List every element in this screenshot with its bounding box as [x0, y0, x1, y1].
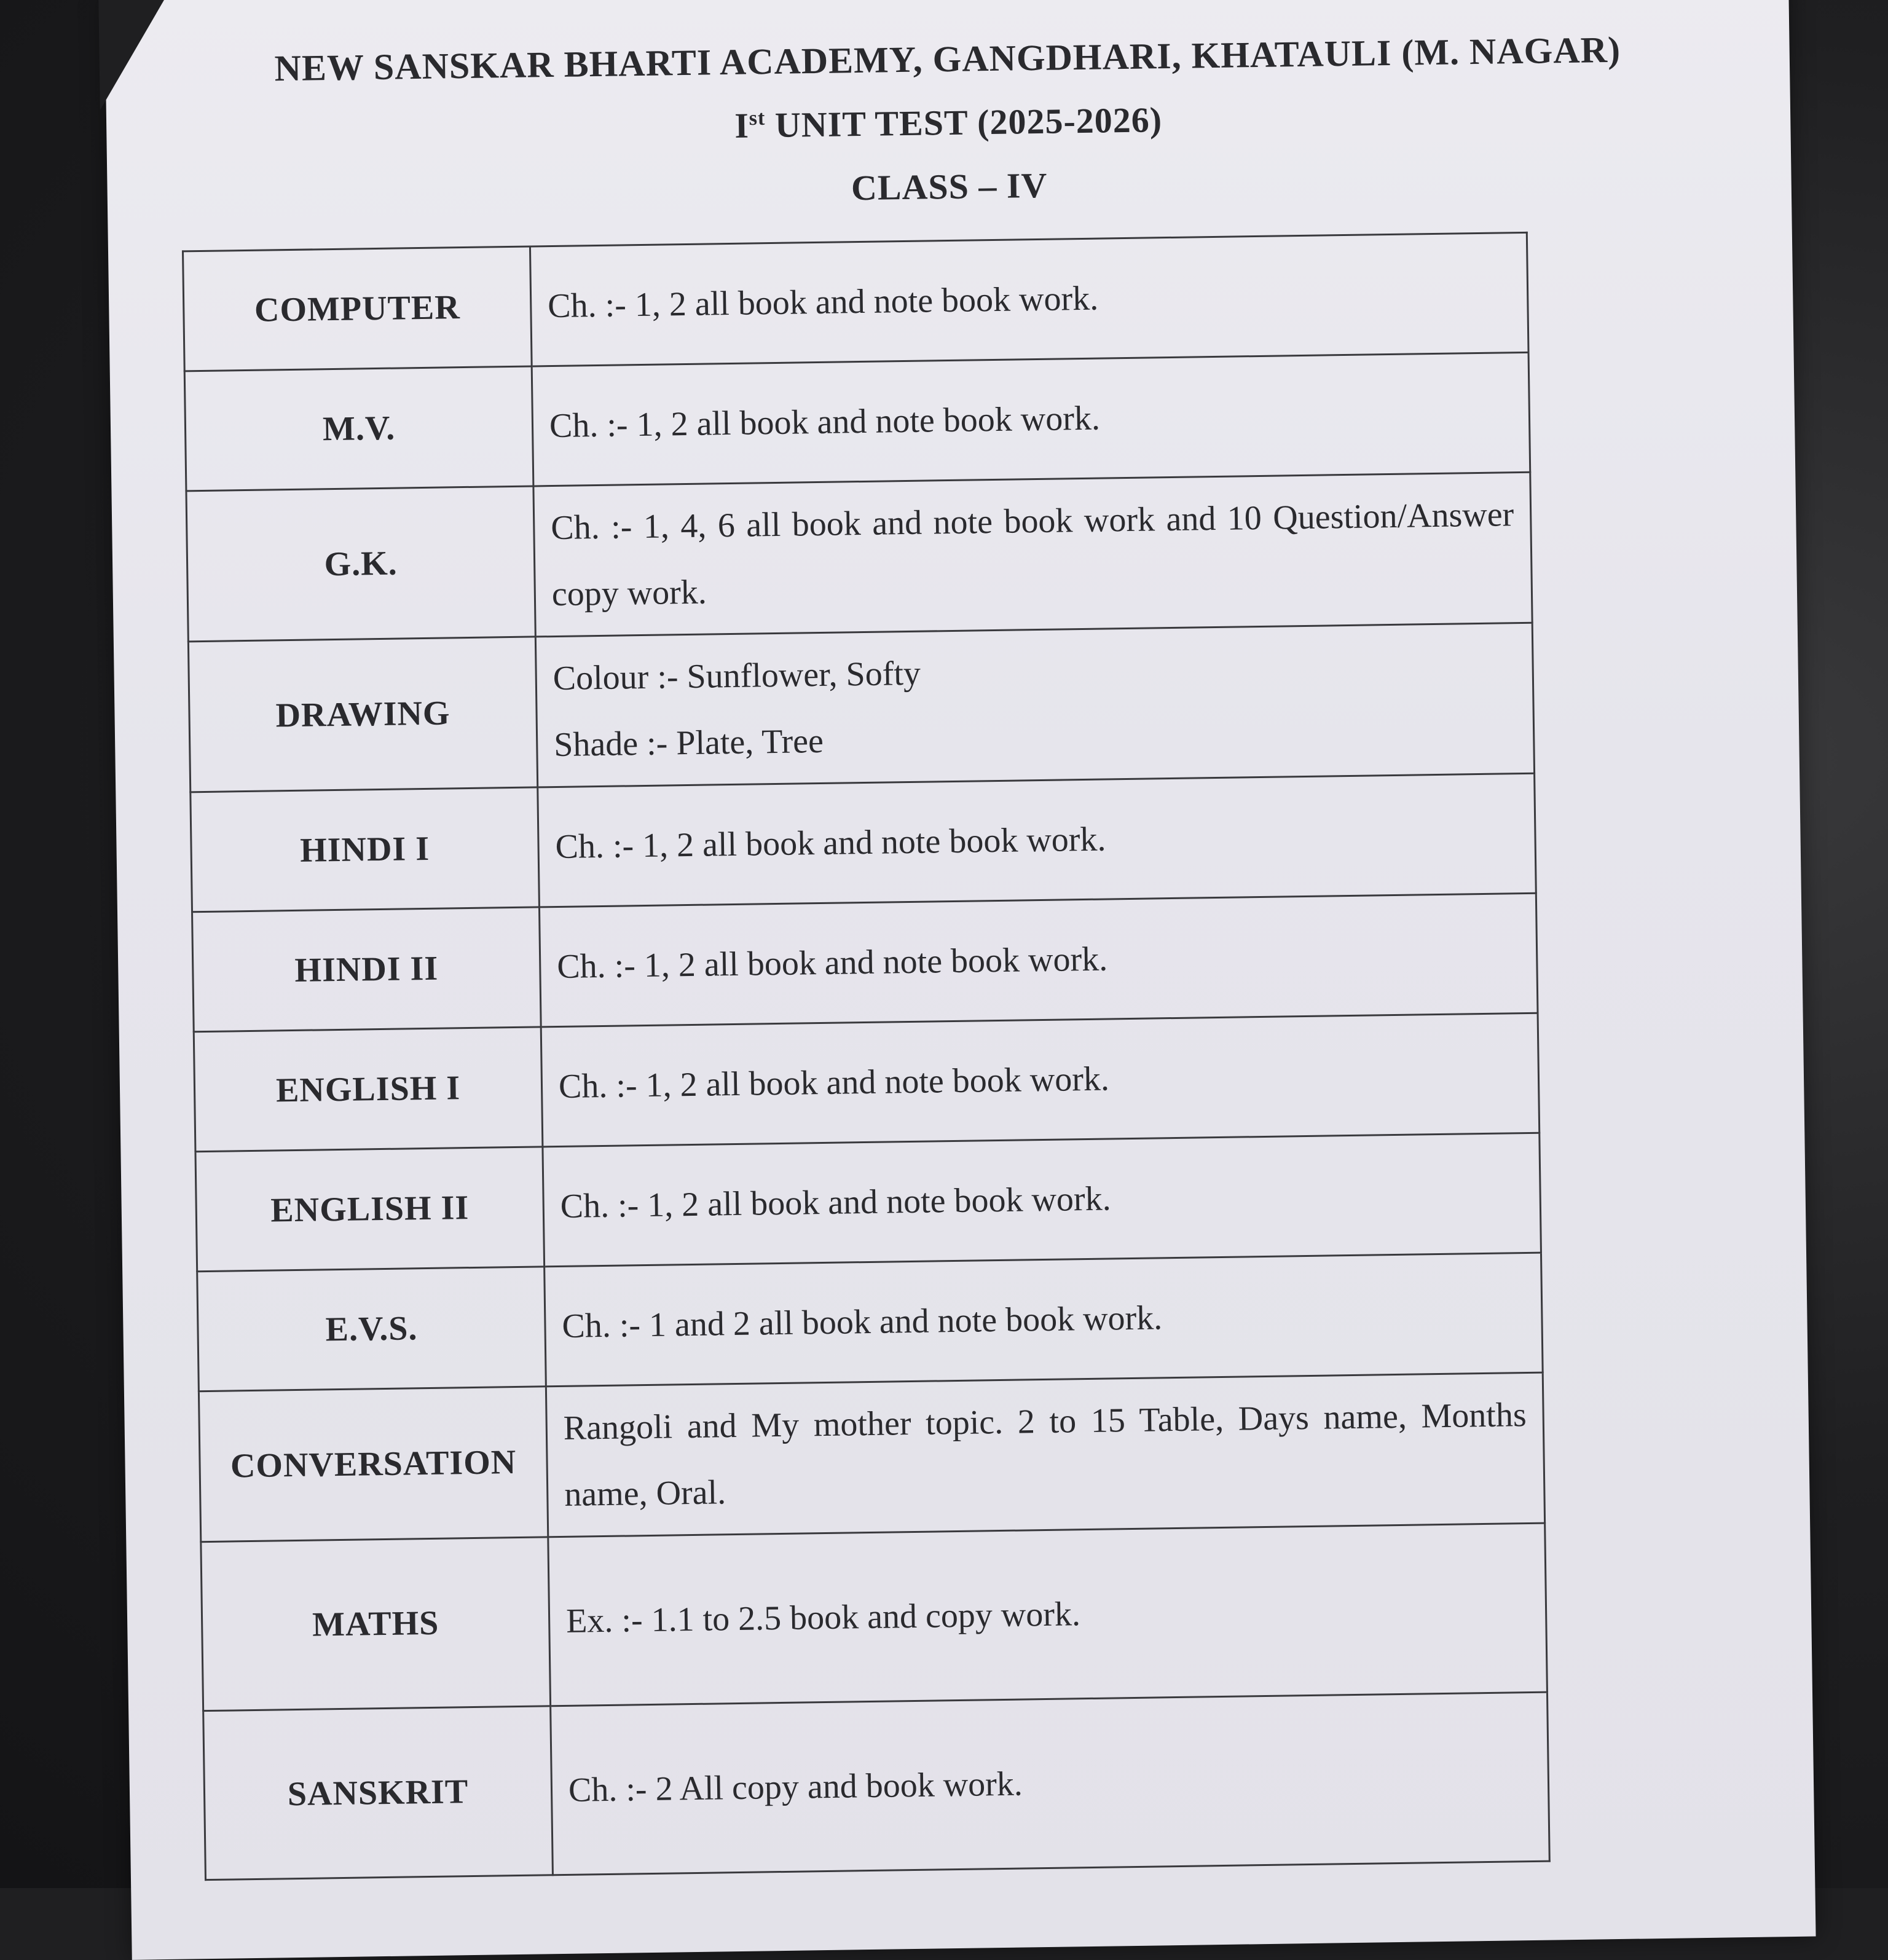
subject-cell: ENGLISH I [194, 1027, 543, 1152]
detail-cell: Ch. :- 1, 2 all book and note book work. [530, 232, 1528, 366]
subject-cell: CONVERSATION [199, 1387, 548, 1542]
detail-cell: Ch. :- 1, 2 all book and note book work. [543, 1133, 1541, 1267]
subject-cell: COMPUTER [183, 246, 532, 371]
exam-title-prefix: I [734, 105, 750, 146]
detail-cell: Ch. :- 1, 4, 6 all book and note book work and 10 Question/Answer copy work. [533, 472, 1532, 637]
exam-title [106, 90, 1791, 155]
table-row [188, 623, 1534, 792]
detail-cell: Ch. :- 1, 2 all book and note book work. [538, 773, 1536, 907]
table-row [195, 1133, 1541, 1272]
table-row [194, 1013, 1540, 1152]
table-row [199, 1372, 1544, 1542]
drawing-shade-line: Shade :- Plate, Tree [553, 722, 824, 765]
class-name: CLASS – IV [851, 165, 1048, 208]
detail-cell: Ch. :- 1, 2 all book and note book work. [532, 352, 1530, 486]
drawing-colour-line: Colour :- Sunflower, Softy [553, 654, 921, 698]
subject-cell: SANSKRIT [203, 1706, 553, 1880]
table-row [197, 1253, 1543, 1391]
subject-cell: ENGLISH II [195, 1147, 545, 1272]
detail-cell: Ch. :- 1, 2 all book and note book work. [541, 1013, 1540, 1147]
subject-cell: HINDI II [192, 907, 541, 1032]
detail-cell: Ex. :- 1.1 to 2.5 book and copy work. [548, 1523, 1548, 1706]
table-row [183, 232, 1529, 371]
table-row [203, 1692, 1550, 1880]
table-row [186, 472, 1532, 642]
detail-cell [535, 623, 1534, 787]
exam-title-superscript: st [749, 106, 766, 130]
table-row [191, 773, 1536, 912]
detail-cell: Ch. :- 1 and 2 all book and note book work. [545, 1253, 1543, 1387]
syllabus-table [182, 232, 1551, 1881]
subject-cell: DRAWING [188, 637, 537, 792]
detail-cell: Ch. :- 1, 2 all book and note book work. [539, 893, 1538, 1027]
subject-cell: HINDI I [191, 787, 540, 912]
table-row [192, 893, 1538, 1032]
syllabus-sheet [104, 0, 1815, 1960]
table-row [184, 352, 1530, 491]
detail-cell: Ch. :- 2 All copy and book work. [551, 1692, 1550, 1875]
detail-cell: Rangoli and My mother topic. 2 to 15 Table, Days name, Months name, Oral. [546, 1372, 1544, 1537]
table-row [201, 1523, 1548, 1711]
subject-cell: MATHS [201, 1537, 551, 1711]
subject-cell: M.V. [184, 366, 533, 491]
school-name: NEW SANSKAR BHARTI ACADEMY, GANGDHARI, KHATAULI (M. NAGAR) [274, 29, 1621, 89]
exam-title-rest: UNIT TEST (2025-2026) [765, 100, 1163, 146]
subject-cell: G.K. [186, 486, 535, 642]
subject-cell: E.V.S. [197, 1267, 546, 1391]
